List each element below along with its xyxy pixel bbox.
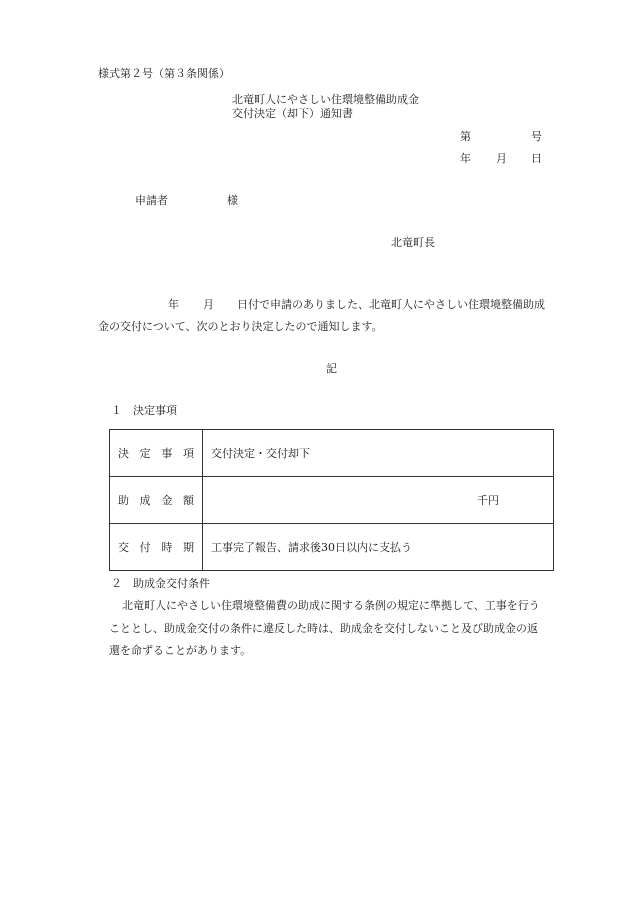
- issuer-name: 北竜町長: [391, 236, 435, 249]
- section2-body-line1: 北竜町人にやさしい住環境整備費の助成に関する条例の規定に準拠して、工事を行う: [122, 599, 540, 612]
- date-year: 年: [460, 152, 471, 165]
- row-value-decision: 交付決定・交付却下: [203, 430, 554, 477]
- row-value-timing: 工事完了報告、請求後30日以内に支払う: [203, 524, 554, 571]
- applicant-honorific: 様: [227, 194, 238, 207]
- body-year: 年: [168, 298, 179, 311]
- table-row: [110, 477, 554, 524]
- row-label-timing: 交付時期: [110, 524, 203, 571]
- form-number: 様式第２号（第３条関係）: [98, 67, 230, 80]
- row-label-decision: 決定事項: [110, 430, 203, 477]
- row-label-amount: 助成金額: [110, 477, 203, 524]
- body-text-line2: 金の交付について、次のとおり決定したので通知します。: [98, 320, 383, 333]
- row-value-amount: 千円: [203, 477, 554, 524]
- body-month: 月: [203, 298, 214, 311]
- table-row: [110, 524, 554, 571]
- doc-number-prefix: 第: [460, 130, 471, 143]
- document-title-line1: 北竜町人にやさしい住環境整備助成金: [232, 93, 419, 106]
- body-text-line1: 日付で申請のありました、北竜町人にやさしい住環境整備助成: [237, 298, 545, 311]
- table-row: [110, 430, 554, 477]
- ki-heading: 記: [326, 362, 337, 375]
- section2-body-line3: 還を命ずることがあります。: [109, 644, 252, 657]
- applicant-label: 申請者: [135, 194, 168, 207]
- document-title-line2: 交付決定（却下）通知書: [232, 107, 353, 120]
- date-month: 月: [496, 152, 507, 165]
- section2-title: ２ 助成金交付条件: [111, 577, 210, 590]
- date-day: 日: [531, 152, 542, 165]
- decision-table: [109, 429, 554, 571]
- section2-body-line2: こととし、助成金交付の条件に違反した時は、助成金を交付しないこと及び助成金の返: [109, 622, 538, 635]
- section1-title: １ 決定事項: [111, 404, 177, 417]
- doc-number-suffix: 号: [531, 130, 542, 143]
